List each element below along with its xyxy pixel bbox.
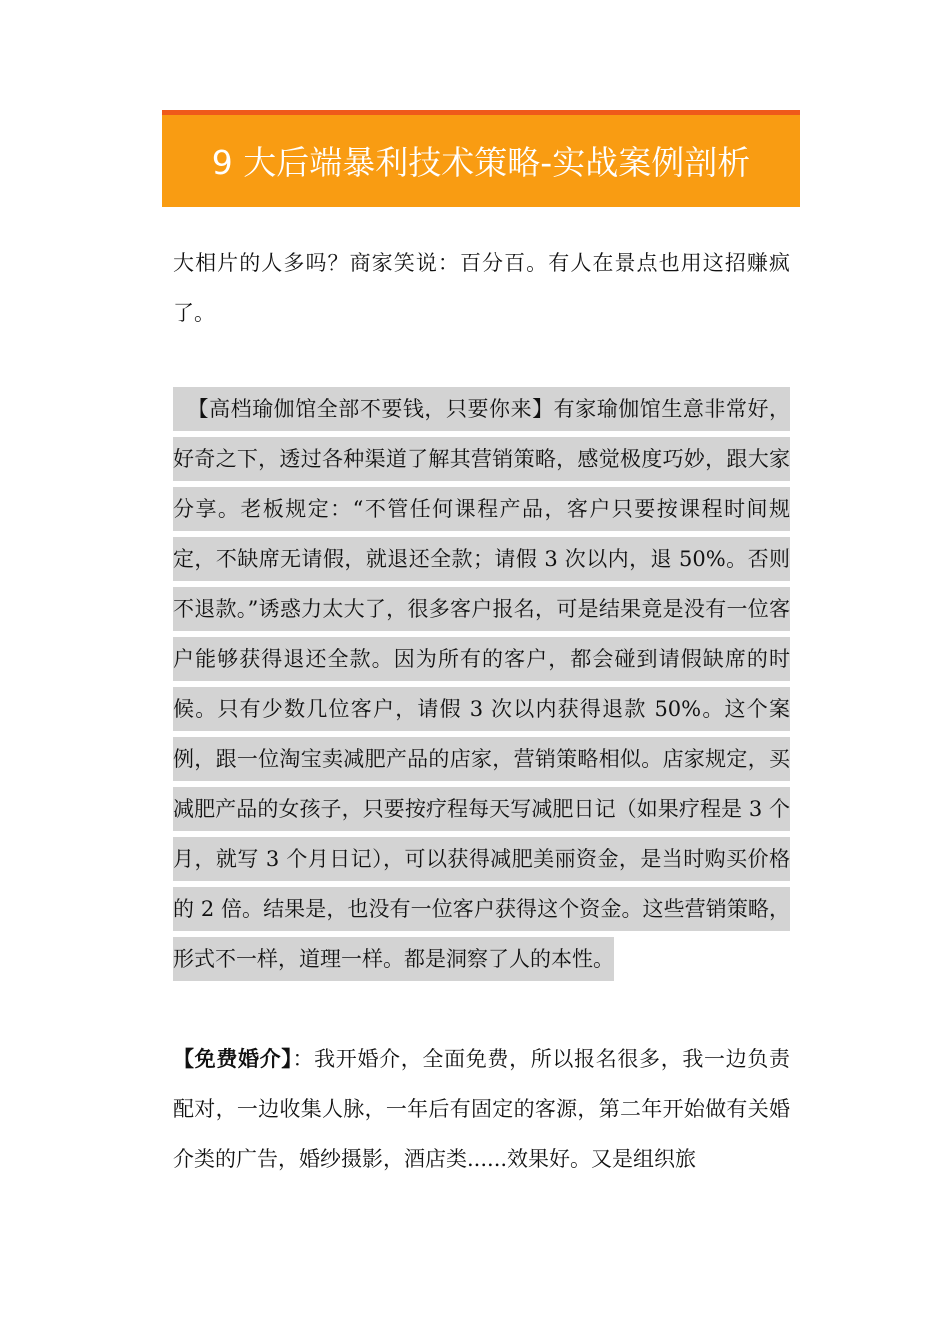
matchmaking-heading: 【免费婚介】 <box>173 1046 293 1071</box>
yoga-case-paragraph <box>173 384 790 984</box>
matchmaking-paragraph <box>173 1034 790 1184</box>
yoga-case-body: 有家瑜伽馆生意非常好，好奇之下，透过各种渠道了解其营销策略，感觉极度巧妙，跟大家分享。老板规定：“不管任何课程产品，客户只要按课程时间规定，不缺席无请假，就退还全款；请假 3 次以内，退 50%。否则不退款。”诱惑力太大了，很多客户报名，可是结果竟是没有一位客户能够获得退还全款。因为所有的客户，都会碰到请假缺席的时候。只有少数几位客户，请假 3 次以内获得退款 50%。这个案例，跟一位淘宝卖减肥产品的店家，营销策略相似。店家规定，买减肥产品的女孩子，只要按疗程每天写减肥日记（如果疗程是 3 个月，就写 3 个月日记），可以获得减肥美丽资金，是当时购买价格的 2 倍。结果是，也没有一位客户获得这个资金。这些营销策略，形式不一样，道理一样。都是洞察了人的本性。 <box>173 397 791 971</box>
intro-paragraph: 大相片的人多吗？商家笑说：百分百。有人在景点也用这招赚疯了。 <box>173 251 790 325</box>
matchmaking-body: ：我开婚介，全面免费，所以报名很多，我一边负责配对，一边收集人脉，一年后有固定的客源，第二年开始做有关婚介类的广告，婚纱摄影，酒店类......效果好。又是组织旅 <box>173 1047 791 1171</box>
highlighted-text <box>173 387 790 981</box>
title-banner <box>162 110 800 207</box>
document-title: 9 大后端暴利技术策略-实战案例剖析 <box>211 142 751 182</box>
yoga-case-heading: 【高档瑜伽馆全部不要钱，只要你来】 <box>187 397 554 421</box>
